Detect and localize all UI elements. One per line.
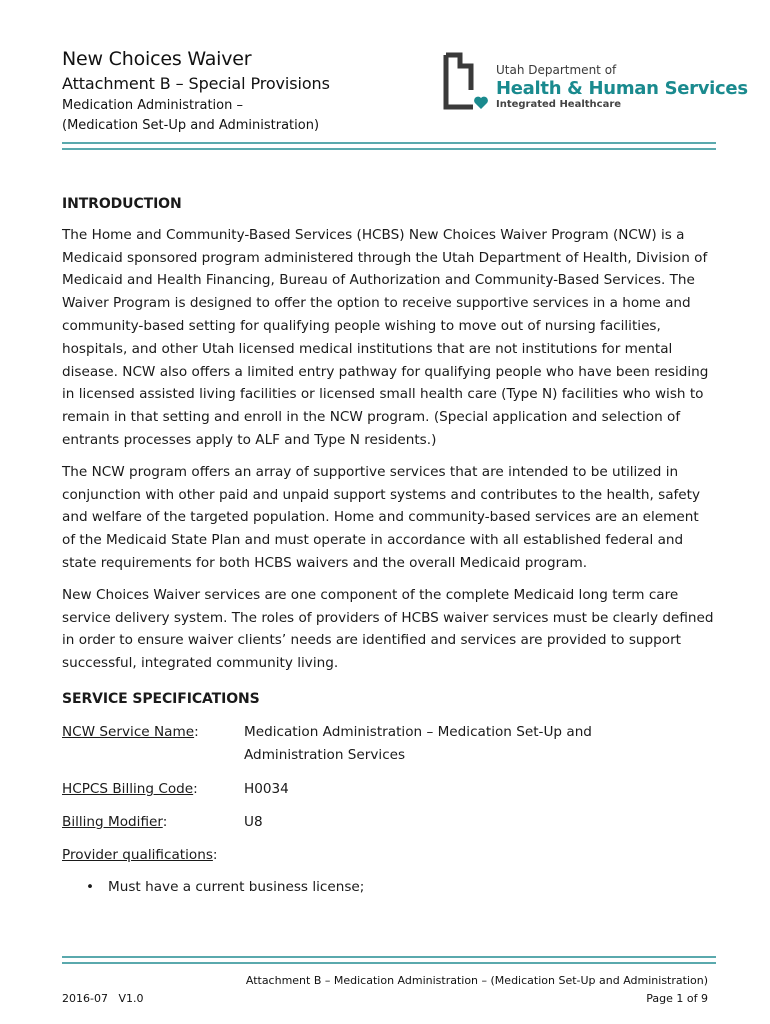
footer-divider (62, 956, 716, 964)
billing-modifier-value: U8 (244, 814, 263, 830)
list-item-text: Must have a current business license; (108, 879, 365, 895)
service-name-label: NCW Service Name (62, 724, 195, 740)
document-subtitle: Attachment B – Special Provisions (62, 74, 330, 93)
logo-text-division: Integrated Healthcare (496, 99, 622, 110)
footer-version: 2016-07 V1.0 (62, 992, 144, 1005)
footer-document-title: Attachment B – Medication Administration – (Medication Set-Up and Administration) (245, 974, 708, 987)
header-divider (62, 142, 716, 150)
document-title: New Choices Waiver (62, 48, 252, 70)
billing-code-value: H0034 (244, 781, 289, 797)
billing-code-label: HCPCS Billing Code (62, 781, 194, 797)
introduction-section (62, 193, 716, 675)
billing-modifier-label: Billing Modifier (62, 814, 163, 830)
service-specifications-heading: SERVICE SPECIFICATIONS (62, 691, 260, 707)
logo-text-agency: Health & Human Services (496, 78, 748, 99)
billing-modifier-row: Billing Modifier: U8 (62, 811, 167, 834)
introduction-heading: INTRODUCTION (62, 196, 182, 212)
subheading-line-2: (Medication Set-Up and Administration) (62, 118, 320, 133)
logo-text-department: Utah Department of (496, 63, 617, 77)
intro-paragraph-1: The Home and Community-Based Services (HCBS) New Choices Waiver Program (NCW) is a Medicaid sponsored program administered through the Utah Department of Health, Division of Medicaid and Health Financing, Bureau of Authorization and Community-Based Services. The Waiver Program is designed to offer the option to receive supportive services in a home and community-based setting for qualifying people wishing to move out of nursing facilities, hospitals, and other Utah licensed medical institutions that are not institutions for mental disease. NCW also offers a limited entry pathway for qualifying people who have been residing in licensed assisted living facilities or licensed small health care (Type N) facilities who wish to remain in that setting and enroll in the NCW program. (Special application and selection of entrants processes apply to ALF and Type N residents.) (62, 226, 709, 448)
footer-page-number: Page 1 of 9 (646, 992, 708, 1005)
document-subheading (62, 96, 319, 136)
provider-qualifications-row: Provider qualifications: (62, 847, 218, 863)
service-name-value: Medication Administration – Medication Set-Up and Administration Services (244, 724, 592, 763)
bullet-icon: • (86, 879, 95, 895)
service-name-row: NCW Service Name: Medication Administration – Medication Set-Up and Administration Services (62, 721, 199, 744)
intro-paragraph-2: The NCW program offers an array of supportive services that are intended to be utilized in conjunction with other paid and unpaid support systems and contributes to the health, safety and welfare of the targeted population. Home and community-based services are an element of the Medicaid State Plan and must operate in accordance with all established federal and state requirements for both HCBS waivers and the overall Medicaid program. (62, 463, 701, 571)
agency-logo (443, 52, 748, 112)
utah-state-icon (443, 52, 489, 110)
provider-qualifications-label: Provider qualifications (62, 847, 213, 863)
subheading-line-1: Medication Administration – (62, 98, 243, 113)
intro-paragraph-3: New Choices Waiver services are one component of the complete Medicaid long term care service delivery system. The roles of providers of HCBS waiver services must be clearly defined in order to ensure waiver clients’ needs are identified and services are provided to support successful, integrated community living. (62, 586, 714, 672)
billing-code-row: HCPCS Billing Code: H0034 (62, 778, 198, 801)
